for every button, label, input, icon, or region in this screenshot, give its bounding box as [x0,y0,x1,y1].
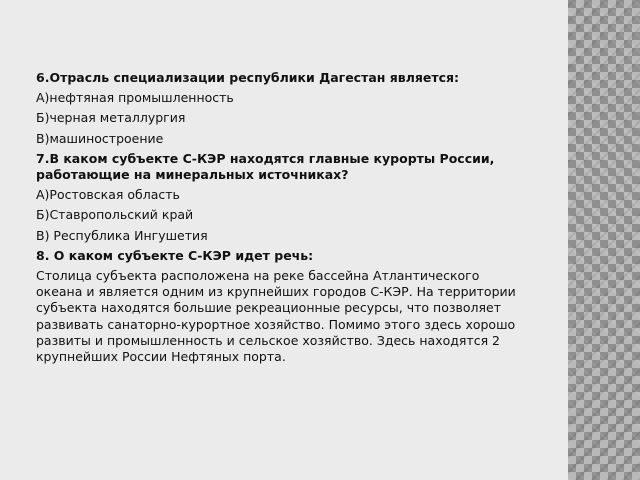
question-8-text: Столица субъекта расположена на реке бассейна Атлантического океана и является одним из крупнейших городов С-КЭР. На территории субъекта находятся большие рекреационные ресурсы, что позволяет развивать санаторно-курортное хозяйство. Помимо этого здесь хорошо развиты и промышленность и сельское хозяйство. Здесь находятся 2 крупнейших России Нефтяных порта. [36,268,516,365]
question-7-option-c: В) Республика Ингушетия [36,227,208,243]
question-7-option-b: Б)Ставропольский край [36,207,194,223]
decorative-side-pattern [568,0,640,480]
question-6-option-b: Б)черная металлургия [36,110,186,126]
question-6-option-c: В)машиностроение [36,130,164,146]
question-7 [36,151,536,244]
question-8-title: 8. О каком субъекте С-КЭР идет речь: [36,247,314,263]
slide-content [36,70,536,365]
question-7-option-a: А)Ростовская область [36,187,180,203]
question-7-title: 7.В каком субъекте С-КЭР находятся главные курорты России, работающие на минеральных источниках? [36,150,495,183]
question-6-title: 6.Отрасль специализации республики Дагестан является: [36,70,460,85]
question-6 [36,70,536,147]
question-6-option-a: А)нефтяная промышленность [36,90,234,106]
question-8 [36,248,536,365]
